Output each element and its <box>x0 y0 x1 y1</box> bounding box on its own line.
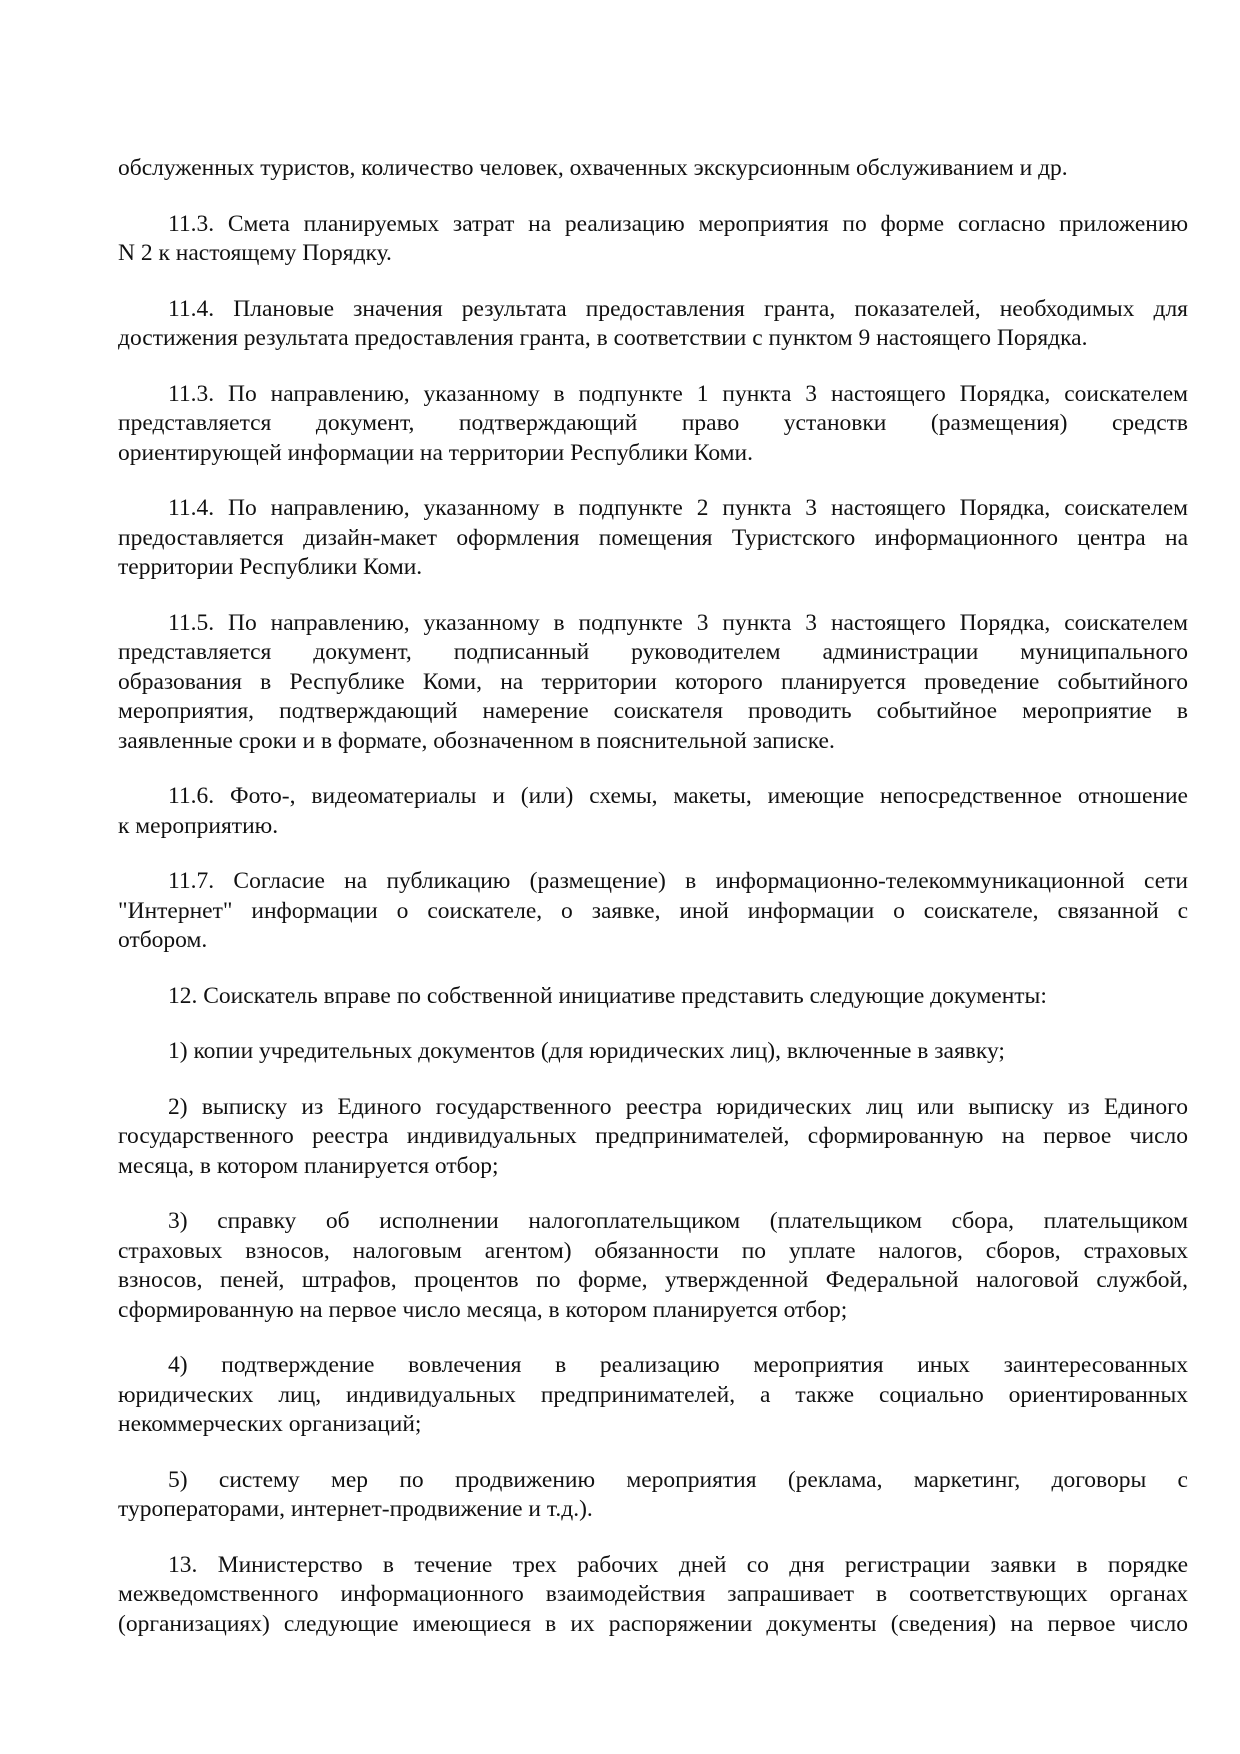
paragraph <box>118 1466 1188 1525</box>
text-line: территории Республики Коми. <box>118 554 423 580</box>
text-line: отбором. <box>118 927 208 953</box>
paragraph <box>118 609 1188 757</box>
paragraph <box>118 210 1188 269</box>
paragraph <box>118 1037 1188 1067</box>
text-line: 11.3. Смета планируемых затрат на реализацию мероприятия по форме согласно приложению <box>168 210 1188 237</box>
text-line: заявленные сроки и в формате, обозначенном в пояснительной записке. <box>118 727 835 754</box>
text-line: 11.7. Согласие на публикацию (размещение) в информационно-телекоммуникационной сети <box>168 868 1188 894</box>
text-line: 11.6. Фото-, видеоматериалы и (или) схемы, макеты, имеющие непосредственное отношение <box>168 783 1188 809</box>
text-line: юридических лиц, индивидуальных предпринимателей, а также социально ориентированных <box>118 1381 1188 1408</box>
text-line: достижения результата предоставления гранта, в соответствии с пунктом 9 настоящего Порядка. <box>118 325 1088 351</box>
text-line: государственного реестра индивидуальных предпринимателей, сформированную на первое число <box>118 1123 1188 1149</box>
paragraph <box>118 1351 1188 1440</box>
text-line: ориентирующей информации на территории Республики Коми. <box>118 439 753 466</box>
paragraph <box>118 1093 1188 1182</box>
paragraph <box>118 867 1188 956</box>
paragraph <box>118 1551 1188 1640</box>
text-line: 11.4. Плановые значения результата предоставления гранта, показателей, необходимых для <box>168 295 1188 322</box>
text-line: 12. Соискатель вправе по собственной инициативе представить следующие документы: <box>168 982 1047 1009</box>
paragraph <box>118 380 1188 469</box>
paragraph <box>118 494 1188 583</box>
text-line: предоставляется дизайн-макет оформления помещения Туристского информационного центра на <box>118 524 1188 551</box>
text-line: 4) подтверждение вовлечения в реализацию мероприятия иных заинтересованных <box>168 1352 1188 1378</box>
text-line: 11.4. По направлению, указанному в подпункте 2 пункта 3 настоящего Порядка, соискателем <box>168 495 1188 521</box>
text-line: 2) выписку из Единого государственного реестра юридических лиц или выписку из Единого <box>168 1093 1188 1120</box>
text-line: 5) систему мер по продвижению мероприятия (реклама, маркетинг, договоры с <box>168 1466 1188 1493</box>
text-line: страховых взносов, налоговым агентом) обязанности по уплате налогов, сборов, страховых <box>118 1237 1188 1264</box>
text-line: месяца, в котором планируется отбор; <box>118 1152 499 1179</box>
paragraph <box>118 295 1188 354</box>
text-line: сформированную на первое число месяца, в котором планируется отбор; <box>118 1296 848 1323</box>
text-line: обслуженных туристов, количество человек, охваченных экскурсионным обслуживанием и др. <box>118 155 1068 181</box>
text-line: (организациях) следующие имеющиеся в их распоряжении документы (сведения) на первое число <box>118 1610 1188 1637</box>
text-line: 3) справку об исполнении налогоплательщиком (плательщиком сбора, плательщиком <box>168 1208 1188 1234</box>
text-line: представляется документ, подписанный руководителем администрации муниципального <box>118 639 1188 665</box>
paragraph <box>118 982 1188 1012</box>
paragraph <box>118 154 1188 184</box>
text-line: взносов, пеней, штрафов, процентов по форме, утвержденной Федеральной налоговой службой, <box>118 1267 1188 1293</box>
text-line: 11.3. По направлению, указанному в подпункте 1 пункта 3 настоящего Порядка, соискателем <box>168 380 1188 407</box>
text-line: к мероприятию. <box>118 812 279 839</box>
text-line: межведомственного информационного взаимодействия запрашивает в соответствующих органах <box>118 1581 1188 1607</box>
text-line: некоммерческих организаций; <box>118 1411 422 1437</box>
text-line: 11.5. По направлению, указанному в подпункте 3 пункта 3 настоящего Порядка, соискателем <box>168 609 1188 636</box>
text-line: "Интернет" информации о соискателе, о заявке, иной информации о соискателе, связанной с <box>118 897 1188 924</box>
paragraph <box>118 782 1188 841</box>
text-line: N 2 к настоящему Порядку. <box>118 240 392 266</box>
text-line: мероприятия, подтверждающий намерение соискателя проводить событийное мероприятие в <box>118 698 1188 724</box>
text-line: 13. Министерство в течение трех рабочих дней со дня регистрации заявки в порядке <box>168 1551 1188 1578</box>
text-line: представляется документ, подтверждающий право установки (размещения) средств <box>118 410 1188 436</box>
document-page <box>118 154 1188 1665</box>
paragraph <box>118 1207 1188 1325</box>
text-line: 1) копии учредительных документов (для юридических лиц), включенные в заявку; <box>168 1038 1005 1064</box>
text-line: туроператорами, интернет-продвижение и т.д.). <box>118 1496 593 1522</box>
text-line: образования в Республике Коми, на территории которого планируется проведение событийного <box>118 668 1188 695</box>
